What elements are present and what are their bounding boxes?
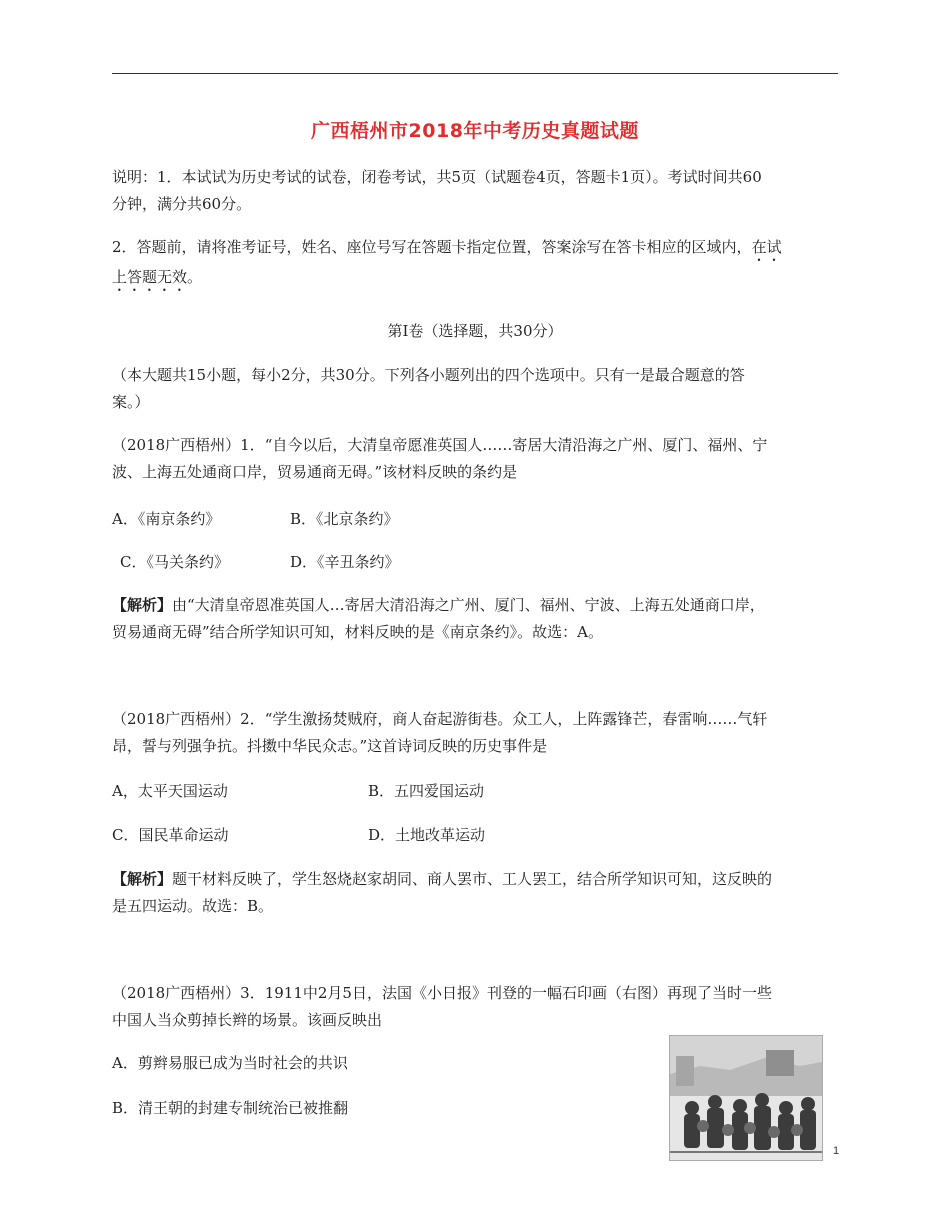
- emphasis-text: 在试: [751, 238, 782, 256]
- question-1-option-b: B．《北京条约》: [290, 510, 399, 528]
- question-2-option-d: D．土地改革运动: [368, 826, 486, 844]
- instruction-line-3: [112, 236, 782, 265]
- question-2-option-a: A，太平天国运动: [112, 782, 228, 800]
- page-number: 1: [833, 1145, 840, 1157]
- question-3-stem-line-1: （2018广西梧州）3．1911中2月5日，法国《小日报》刊登的一幅石印画（右图）再现了当时一些: [112, 984, 772, 1002]
- question-1-stem-line-2: 波、上海五处通商口岸，贸易通商无碍。”该材料反映的条约是: [112, 463, 518, 481]
- analysis-text: 题干材料反映了，学生怒烧赵家胡同、商人罢市、工人罢工，结合所学知识可知，这反映的: [172, 870, 773, 888]
- analysis-label: 【解析】: [112, 870, 173, 888]
- analysis-label: 【解析】: [112, 596, 173, 614]
- question-2-analysis-line-1: [112, 868, 772, 890]
- question-2-stem-line-1: （2018广西梧州）2．“学生激扬焚贼府，商人奋起游街巷。众工人，上阵露锋芒，春雷响……气轩: [112, 710, 768, 728]
- question-3-stem-line-2: 中国人当众剪掉长辫的场景。该画反映出: [112, 1011, 383, 1029]
- header-rule: [112, 73, 838, 74]
- section-heading: 第Ⅰ卷（选择题，共30分）: [387, 322, 563, 340]
- emphasis-text: 上答题无效: [112, 268, 188, 286]
- question-2-stem-line-2: 昂，誓与列强争抗。抖擞中华民众志。”这首诗词反映的历史事件是: [112, 737, 548, 755]
- question-2-analysis-line-2: 是五四运动。故选：B。: [112, 897, 274, 915]
- question-1-option-c: C．《马关条约》: [120, 553, 229, 571]
- question-2-option-b: B．五四爱国运动: [368, 782, 485, 800]
- lithograph-illustration: [669, 1035, 823, 1161]
- question-3-option-a: A．剪辫易服已成为当时社会的共识: [112, 1054, 348, 1072]
- instruction-line-4: [112, 266, 202, 295]
- instruction-line-1: 说明：1．本试试为历史考试的试卷，闭卷考试，共5页（试题卷4页，答题卡1页）。考试时间共60: [112, 168, 762, 186]
- analysis-text: 由“大清皇帝恩准英国人…寄居大清沿海之广州、厦门、福州、宁波、上海五处通商口岸，: [172, 596, 765, 614]
- document-title: 广西梧州市2018年中考历史真题试题: [311, 120, 639, 142]
- section-note-line-2: 案。）: [112, 393, 150, 411]
- question-1-analysis-line-2: 贸易通商无碍”结合所学知识可知，材料反映的是《南京条约》。故选：A。: [112, 623, 604, 641]
- instruction-line-3-text: 2．答题前，请将准考证号，姓名、座位号写在答题卡指定位置，答案涂写在答卡相应的区域内，: [112, 238, 752, 256]
- question-1-option-a: A．《南京条约》: [112, 510, 221, 528]
- question-3-option-b: B．清王朝的封建专制统治已被推翻: [112, 1099, 349, 1117]
- instruction-line-4-end: 。: [187, 268, 203, 286]
- question-2-option-c: C．国民革命运动: [112, 826, 229, 844]
- lithograph-sketch: [670, 1036, 822, 1160]
- question-1-option-d: D．《辛丑条约》: [290, 553, 400, 571]
- section-note-line-1: （本大题共15小题，每小2分，共30分。下列各小题列出的四个选项中。只有一是最合题意的答: [112, 366, 745, 384]
- question-1-analysis-line-1: [112, 594, 765, 616]
- instruction-line-2: 分钟，满分共60分。: [112, 195, 252, 213]
- question-1-stem-line-1: （2018广西梧州）1．“自今以后，大清皇帝愿准英国人……寄居大清沿海之广州、厦门、福州、宁: [112, 436, 768, 454]
